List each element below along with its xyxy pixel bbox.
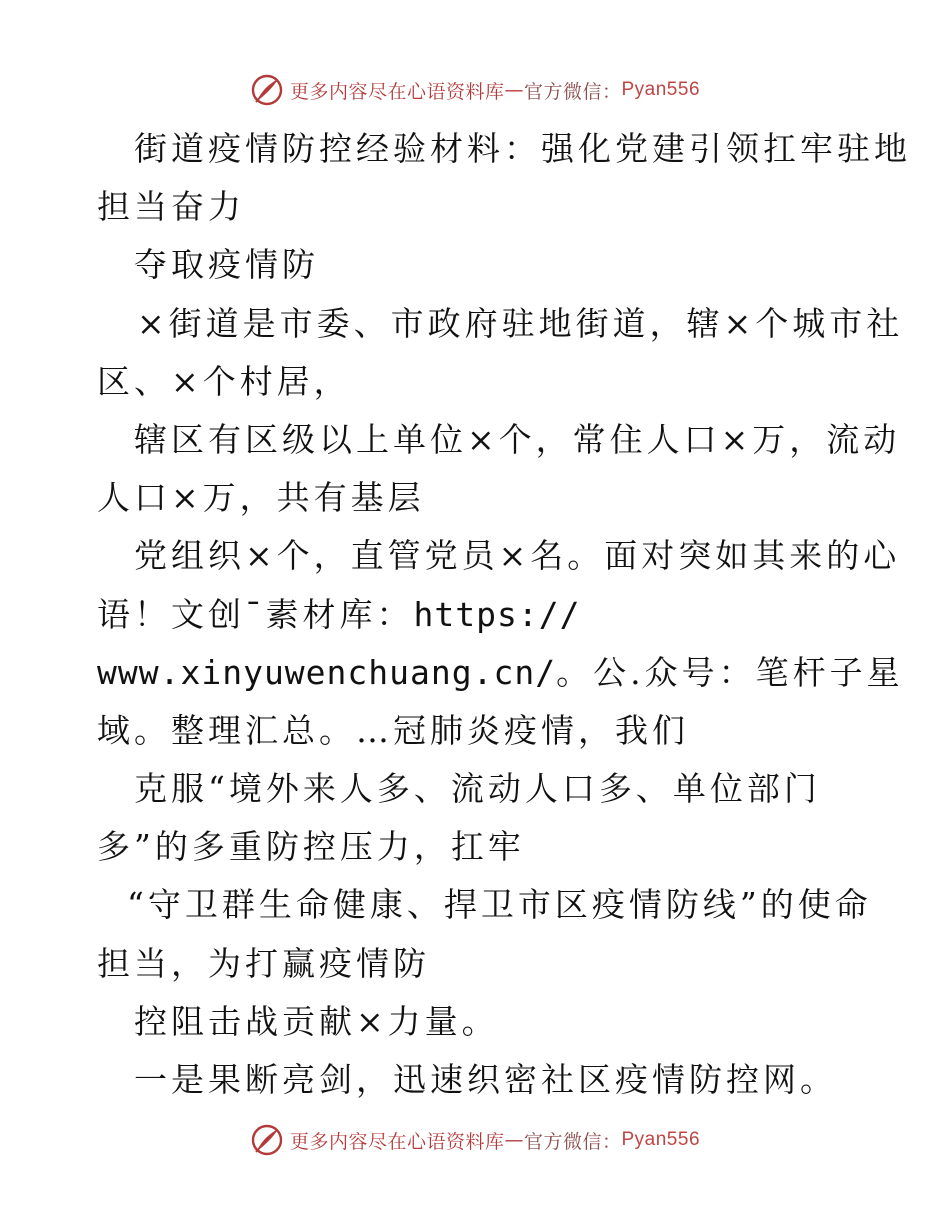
body-line: 多”的多重防控压力，扛牢 — [97, 827, 525, 867]
body-line: 域。整理汇总。…冠肺炎疫情，我们 — [97, 710, 689, 750]
body-line — [97, 644, 904, 702]
footer-wechat-label: 官方微信： — [523, 1130, 622, 1153]
header-separator: — — [504, 79, 524, 101]
body-line — [97, 586, 857, 644]
body-line: 辖区有区级以上单位×个，常住人口×万，流动 — [134, 419, 901, 459]
footer-site-name: 更多内容尽在心语资料库 — [289, 1130, 505, 1153]
body-line: 街道疫情防控经验材料：强化党建引领扛牢驻地 — [134, 129, 911, 168]
header-watermark — [0, 70, 950, 110]
quill-logo-icon — [250, 73, 284, 107]
body-line: 区、×个村居， — [97, 361, 351, 401]
footer-watermark — [0, 1120, 950, 1160]
footer-separator: — — [504, 1129, 524, 1151]
body-line: ×街道是市委、市政府驻地街道，辖×个城市社 — [137, 303, 904, 343]
body-line: 担当奋力 — [97, 187, 245, 227]
body-line: 党组织×个，直管党员×名。面对突如其来的心 — [134, 536, 901, 576]
footer-wechat-id: Pyan556 — [621, 1129, 701, 1150]
header-wechat-label: 官方微信： — [523, 80, 622, 103]
body-line: 克服“境外来人多、流动人口多、单位部门 — [134, 769, 821, 809]
body-line: “守卫群生命健康、捍卫市区疫情防线”的使命 — [127, 885, 872, 925]
url-text: www.xinyuwenchuang.cn/ — [97, 652, 557, 692]
header-wechat-id: Pyan556 — [621, 79, 701, 100]
document-body — [97, 120, 911, 1109]
body-line: 人口×万，共有基层 — [97, 478, 425, 518]
body-line: 担当，为打赢疫情防 — [97, 943, 430, 983]
body-line: 夺取疫情防 — [134, 245, 319, 285]
body-line: 控阻击战贡献×力量。 — [134, 1001, 499, 1041]
url-text: https:// — [413, 594, 581, 634]
body-text: 。公.众号：笔杆子星 — [556, 652, 904, 692]
quill-logo-icon — [250, 1123, 284, 1157]
body-text: ¯素材库： — [245, 594, 414, 634]
header-site-name: 更多内容尽在心语资料库 — [289, 80, 505, 103]
body-line: 一是果断亮剑，迅速织密社区疫情防控网。 — [134, 1060, 837, 1099]
body-text: 语！文创 — [97, 594, 245, 634]
